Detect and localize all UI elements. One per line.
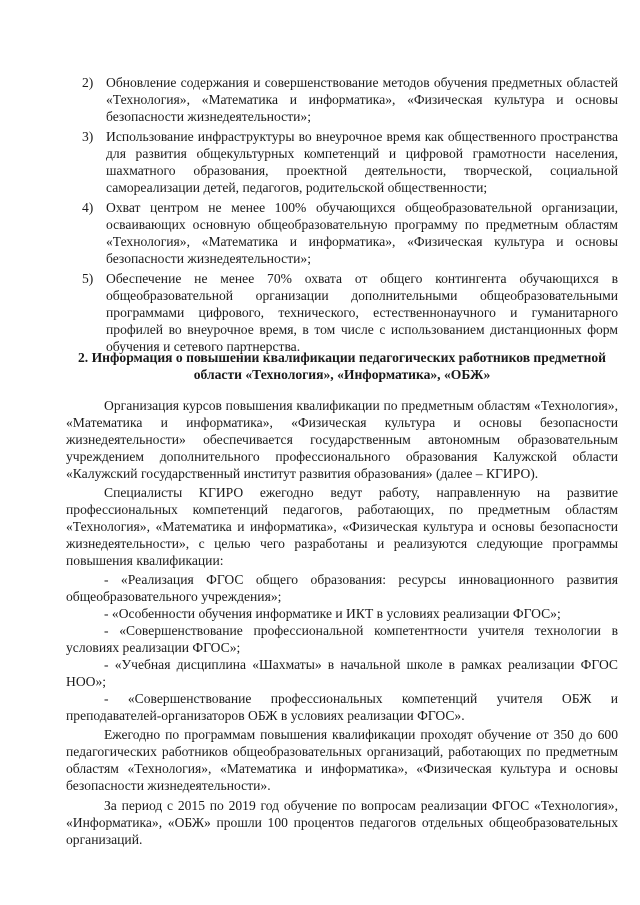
program-item: - «Реализация ФГОС общего образования: ресурсы инновационного развития общеобразовательного учреждения»; xyxy=(66,572,618,604)
list-item-text: Использование инфраструктуры во внеурочное время как общественного пространства для развития общекультурных компетенций и цифровой грамотности населения, шахматного образования, проектной деятельности, творческой, социальной самореализации детей, педагогов, родительской общественности; xyxy=(106,129,618,195)
list-item-number: 2) xyxy=(82,75,94,90)
programs-list xyxy=(66,571,618,724)
paragraph-kgiro-specialists: Специалисты КГИРО ежегодно ведут работу, направленную на развитие профессиональных компетенций педагогов, работающих, по предметным областям «Технология», «Математика и информатика», «Физическая культура и основы безопасности жизнедеятельности», с целью чего разработаны и реализуются следующие программы повышения квалификации: xyxy=(66,485,618,568)
list-item-number: 4) xyxy=(82,200,94,215)
paragraph-annual-training: Ежегодно по программам повышения квалификации проходят обучение от 350 до 600 педагогических работников общеобразовательных организаций, работающих по предметным областям «Технология», «Математика и информатика», «Физическая культура и основы безопасности жизнедеятельности». xyxy=(66,727,618,793)
goals-list xyxy=(66,74,618,358)
section-body xyxy=(66,397,618,850)
program-item: - «Совершенствование профессиональной компетентности учителя технологии в условиях реализации ФГОС»; xyxy=(66,623,618,655)
section-heading: 2. Информация о повышении квалификации педагогических работников предметной области «Технология», «Информатика», «ОБЖ» xyxy=(78,350,606,382)
paragraph-organization: Организация курсов повышения квалификации по предметным областям «Технология», «Математика и информатика», «Физическая культура и основы безопасности жизнедеятельности» обеспечивается государственным автономным образовательным учреждением дополнительного профессионального образования Калужской области «Калужский государственный институт развития образования» (далее – КГИРО). xyxy=(66,398,618,481)
program-item: - «Учебная дисциплина «Шахматы» в начальной школе в рамках реализации ФГОС НОО»; xyxy=(66,657,618,689)
list-item xyxy=(66,74,618,125)
list-item xyxy=(66,199,618,267)
program-item: - «Особенности обучения информатике и ИКТ в условиях реализации ФГОС»; xyxy=(104,606,561,621)
list-item-number: 5) xyxy=(82,271,94,286)
list-item-text: Охват центром не менее 100% обучающихся общеобразовательной организации, осваивающих основную общеобразовательную программу по предметным областям «Технология», «Математика и информатика», «Физическая культура и основы безопасности жизнедеятельности»; xyxy=(106,200,618,266)
list-item xyxy=(66,270,618,355)
list-item xyxy=(66,128,618,196)
paragraph-period-summary: За период с 2015 по 2019 год обучение по вопросам реализации ФГОС «Технология», «Информатика», «ОБЖ» прошли 100 процентов педагогов отдельных общеобразовательных организаций. xyxy=(66,798,618,847)
list-item-number: 3) xyxy=(82,129,94,144)
program-item: - «Совершенствование профессиональных компетенций учителя ОБЖ и преподавателей-организаторов ОБЖ в условиях реализации ФГОС». xyxy=(66,691,618,723)
list-item-text: Обеспечение не менее 70% охвата от общего контингента обучающихся в общеобразовательной организации дополнительными общеобразовательными программами цифрового, технического, естественнонаучного и гуманитарного профилей во внеурочное время, в том числе с использованием дистанционных форм обучения и сетевого партнерства. xyxy=(106,271,618,354)
list-item-text: Обновление содержания и совершенствование методов обучения предметных областей «Технология», «Математика и информатика», «Физическая культура и основы безопасности жизнедеятельности»; xyxy=(106,75,618,124)
